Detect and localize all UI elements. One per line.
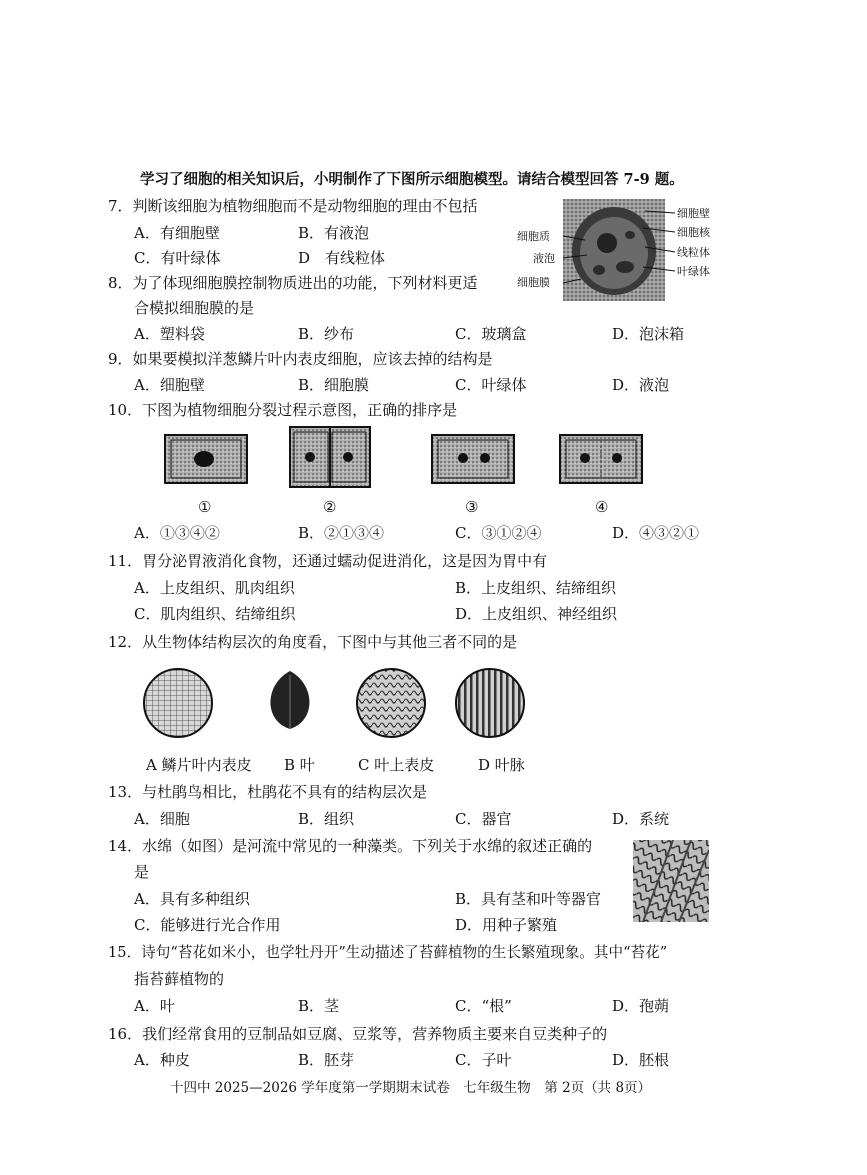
structure-level-figure xyxy=(140,665,540,745)
label-cell-wall: 细胞壁 xyxy=(677,207,710,220)
q16-option-d: D．胚根 xyxy=(612,1051,670,1069)
q8-stem-line1: 8．为了体现细胞膜控制物质进出的功能，下列材料更适 xyxy=(108,274,478,292)
division-cell-1 xyxy=(165,435,247,483)
onion-epidermis-image xyxy=(144,669,212,737)
q10-fig-number-3: ③ xyxy=(465,498,479,516)
q7-stem: 7．判断该细胞为植物细胞而不是动物细胞的理由不包括 xyxy=(108,197,478,215)
page-footer: 十四中 2025—2026 学年度第一学期期末试卷 七年级生物 第 2页（共 8页） xyxy=(170,1080,652,1096)
q9-option-a: A．细胞壁 xyxy=(134,376,205,394)
leaf-upper-epidermis-image xyxy=(357,669,425,737)
q12-stem: 12．从生物体结构层次的角度看，下图中与其他三者不同的是 xyxy=(108,633,518,651)
leaf-image xyxy=(271,671,310,737)
q15-option-b: B．茎 xyxy=(298,997,340,1015)
q13-option-d: D．系统 xyxy=(612,810,670,828)
division-cell-4 xyxy=(560,435,642,483)
label-vacuole: 液泡 xyxy=(533,252,555,265)
q13-option-b: B．组织 xyxy=(298,810,355,828)
q14-stem-line1: 14．水绵（如图）是河流中常见的一种藻类。下列关于水绵的叙述正确的 xyxy=(108,837,593,855)
q15-option-a: A．叶 xyxy=(134,997,175,1015)
q13-option-c: C．器官 xyxy=(455,810,512,828)
q7-option-a: A．有细胞壁 xyxy=(134,224,220,242)
q7-option-b: B．有液泡 xyxy=(298,224,370,242)
q15-stem-line2: 指苔藓植物的 xyxy=(134,970,225,988)
q16-option-c: C．子叶 xyxy=(455,1051,512,1069)
q13-stem: 13．与杜鹃鸟相比，杜鹃花不具有的结构层次是 xyxy=(108,783,428,801)
q10-option-a: A．①③④② xyxy=(134,524,220,542)
q10-option-d: D．④③②① xyxy=(612,524,700,542)
q10-option-b: B．②①③④ xyxy=(298,524,385,542)
leaf-vein-image xyxy=(456,669,524,737)
q11-option-b: B．上皮组织、结缔组织 xyxy=(455,579,617,597)
q10-fig-number-1: ① xyxy=(198,498,212,516)
q10-fig-number-2: ② xyxy=(323,498,337,516)
spirogyra-image xyxy=(633,840,709,922)
q16-option-b: B．胚芽 xyxy=(298,1051,355,1069)
q9-option-b: B．细胞膜 xyxy=(298,376,370,394)
division-cell-3 xyxy=(432,435,514,483)
q9-stem: 9．如果要模拟洋葱鳞片叶内表皮细胞，应该去掉的结构是 xyxy=(108,350,493,368)
q8-option-d: D．泡沫箱 xyxy=(612,325,685,343)
q12-option-d: D 叶脉 xyxy=(478,756,525,774)
q8-option-a: A．塑料袋 xyxy=(134,325,205,343)
q9-option-c: C．叶绿体 xyxy=(455,376,527,394)
q9-option-d: D．液泡 xyxy=(612,376,670,394)
q7-option-c: C．有叶绿体 xyxy=(134,249,221,267)
label-chloroplast: 叶绿体 xyxy=(677,265,710,278)
q15-stem-line1: 15．诗句“苔花如米小，也学牡丹开”生动描述了苔藓植物的生长繁殖现象。其中“苔花” xyxy=(108,944,668,961)
division-cell-2 xyxy=(290,427,370,487)
q11-option-c: C．肌肉组织、结缔组织 xyxy=(134,605,296,623)
q14-option-b: B．具有茎和叶等器官 xyxy=(455,890,602,908)
label-cytoplasm: 细胞质 xyxy=(517,230,550,243)
label-mitochondria: 线粒体 xyxy=(677,246,710,259)
q15-option-d: D．孢蒴 xyxy=(612,997,670,1015)
q10-option-c: C．③①②④ xyxy=(455,524,542,542)
q11-option-d: D．上皮组织、神经组织 xyxy=(455,605,618,623)
q14-option-a: A．具有多种组织 xyxy=(134,890,250,908)
q15-option-c: C．“根” xyxy=(455,997,512,1015)
q12-option-c: C 叶上表皮 xyxy=(358,756,435,774)
q12-option-b: B 叶 xyxy=(284,756,315,774)
cell-division-figure xyxy=(160,425,670,495)
label-membrane: 细胞膜 xyxy=(517,276,550,289)
cell-model-figure xyxy=(515,195,730,305)
q8-option-c: C．玻璃盒 xyxy=(455,325,527,343)
q11-stem: 11．胃分泌胃液消化食物，还通过蠕动促进消化，这是因为胃中有 xyxy=(108,552,548,570)
q13-option-a: A．细胞 xyxy=(134,810,190,828)
q14-stem-line2: 是 xyxy=(134,863,150,881)
intro-text: 学习了细胞的相关知识后，小明制作了下图所示细胞模型。请结合模型回答 7-9 题。 xyxy=(140,171,684,188)
label-nucleus: 细胞核 xyxy=(677,226,710,239)
q11-option-a: A．上皮组织、肌肉组织 xyxy=(134,579,295,597)
q7-option-d: D 有线粒体 xyxy=(298,249,386,267)
q16-option-a: A．种皮 xyxy=(134,1051,190,1069)
q12-option-a: A 鳞片叶内表皮 xyxy=(146,756,252,774)
q14-option-d: D．用种子繁殖 xyxy=(455,916,558,934)
q10-fig-number-4: ④ xyxy=(595,498,609,516)
q8-stem-line2: 合模拟细胞膜的是 xyxy=(134,299,255,317)
q14-option-c: C．能够进行光合作用 xyxy=(134,916,281,934)
q10-stem: 10．下图为植物细胞分裂过程示意图，正确的排序是 xyxy=(108,401,458,419)
q16-stem: 16．我们经常食用的豆制品如豆腐、豆浆等，营养物质主要来自豆类种子的 xyxy=(108,1025,608,1043)
q8-option-b: B．纱布 xyxy=(298,325,355,343)
